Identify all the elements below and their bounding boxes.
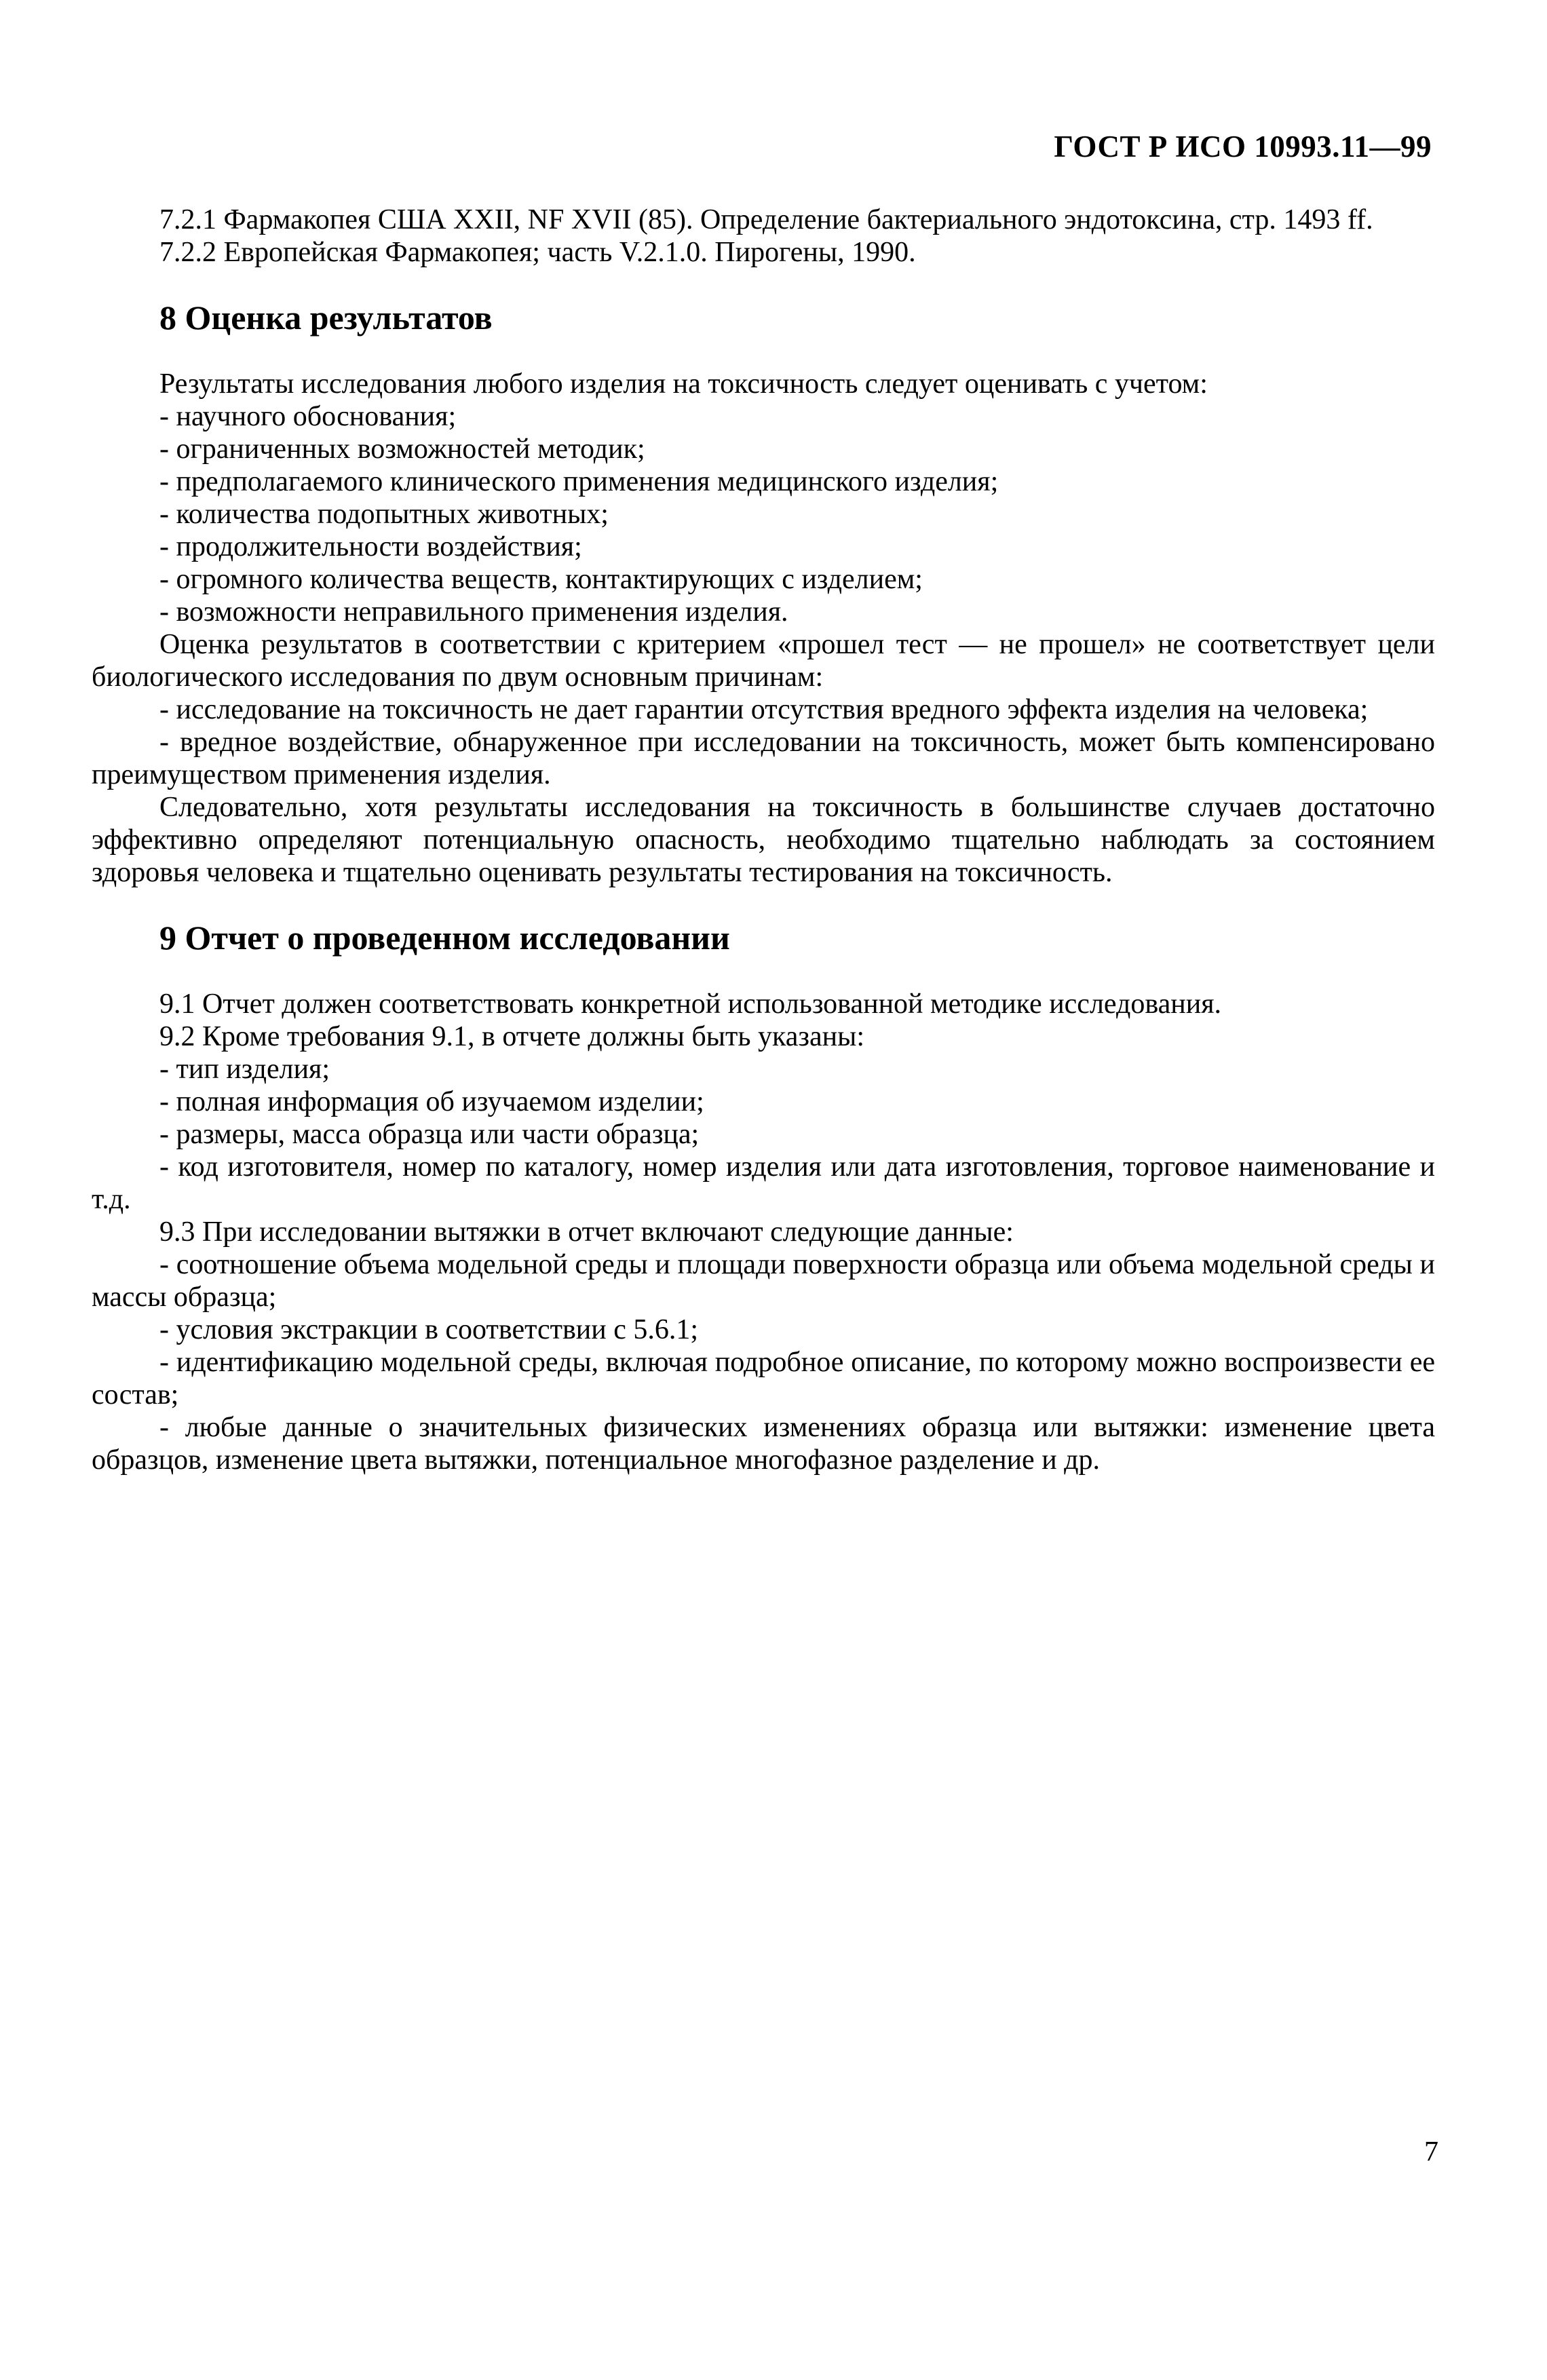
clause-9-2: 9.2 Кроме требования 9.1, в отчете должны быть указаны:	[159, 1021, 864, 1052]
list-item: - любые данные о значительных физических изменениях образца или вытяжки: изменение цвета образцов, изменение цвета вытяжки, потенциальное многофазное разделение и др.	[92, 1412, 1435, 1476]
list-item: - вредное воздействие, обнаруженное при исследовании на токсичность, может быть компенсировано преимуществом применения изделия.	[92, 727, 1435, 790]
reference-7-2-2: 7.2.2 Европейская Фармакопея; часть V.2.1.0. Пирогены, 1990.	[159, 237, 916, 268]
list-item: - условия экстракции в соответствии с 5.6.1;	[159, 1314, 699, 1345]
list-item: - полная информация об изучаемом изделии;	[159, 1086, 704, 1117]
document-header: ГОСТ Р ИСО 10993.11—99	[1054, 130, 1432, 164]
section-8-paragraph-2: Оценка результатов в соответствии с критерием «прошел тест — не прошел» не соответствует цели биологического исследования по двум основным причинам:	[92, 629, 1435, 693]
list-item: - идентификацию модельной среды, включая подробное описание, по которому можно воспроизвести ее состав;	[92, 1347, 1435, 1410]
page-number: 7	[1424, 2136, 1438, 2168]
section-8-intro: Результаты исследования любого изделия на токсичность следует оценивать с учетом:	[159, 368, 1208, 400]
clause-9-1: 9.1 Отчет должен соответствовать конкретной использованной методике исследования.	[159, 989, 1222, 1020]
page-body	[92, 204, 1435, 1476]
list-item: - соотношение объема модельной среды и площади поверхности образца или объема модельной среды и массы образца;	[92, 1249, 1435, 1313]
clause-9-3: 9.3 При исследовании вытяжки в отчет включают следующие данные:	[159, 1216, 1014, 1248]
list-item: - предполагаемого клинического применения медицинского изделия;	[159, 466, 999, 497]
section-9-heading: 9 Отчет о проведенном исследовании	[159, 919, 730, 957]
list-item: - тип изделия;	[159, 1054, 330, 1085]
list-item: - возможности неправильного применения изделия.	[159, 596, 788, 628]
list-item: - размеры, масса образца или части образца;	[159, 1119, 700, 1150]
list-item: - количества подопытных животных;	[159, 499, 609, 530]
list-item: - продолжительности воздействия;	[159, 531, 582, 562]
section-8-paragraph-3: Следовательно, хотя результаты исследования на токсичность в большинстве случаев достаточно эффективно определяют потенциальную опасность, необходимо тщательно наблюдать за состоянием здоровья человека и тщательно оценивать результаты тестирования на токсичность.	[92, 792, 1435, 888]
list-item: - огромного количества веществ, контактирующих с изделием;	[159, 564, 923, 595]
list-item: - код изготовителя, номер по каталогу, номер изделия или дата изготовления, торговое наименование и т.д.	[92, 1151, 1435, 1215]
reference-7-2-1: 7.2.1 Фармакопея США XXII, NF XVII (85). Определение бактериального эндотоксина, стр. 1493 ff.	[159, 204, 1373, 235]
list-item: - исследование на токсичность не дает гарантии отсутствия вредного эффекта изделия на человека;	[159, 694, 1369, 725]
list-item: - ограниченных возможностей методик;	[159, 434, 645, 465]
list-item: - научного обоснования;	[159, 401, 457, 432]
section-8-heading: 8 Оценка результатов	[159, 299, 493, 337]
